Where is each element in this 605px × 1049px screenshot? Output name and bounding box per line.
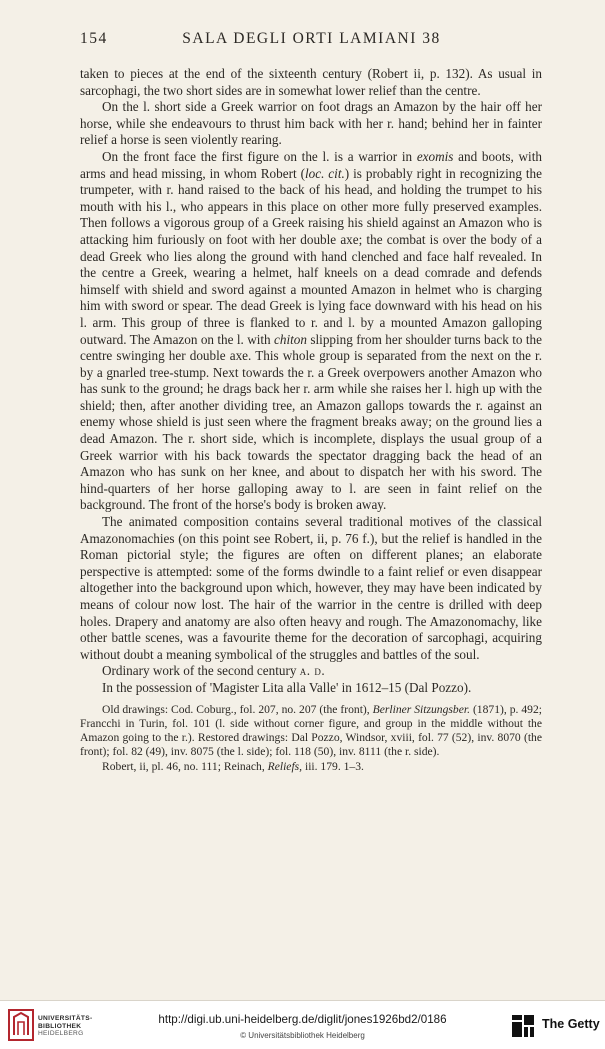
paragraph-3-text-c: ) is probably right in recognizing the trumpeter, with r. hand raised to the back of his head, and holding the trumpet to his mouth with his l., who appears in this place on other more fully preserved examples. Then follows a vigorous group of a Greek raising his shield against an Amazon who is attacking him furiously on foot with her double axe; the combat is over the body of a dead Greek who lies along the ground with hand clenched and face half revealed. In the centre a Greek, wearing a helmet, half kneels on a dead comrade and defends himself with shield and sword against a mounted Amazon in helmet who is charging him with sword or spear. The dead Greek is lying face downward with his head on his l. arm. This group of three is flanked to r. and l. by a mounted Amazon galloping outward. The Amazon on the l. with <box>80 165 542 347</box>
getty-label: The Getty <box>542 1017 600 1031</box>
getty-logo-icon <box>510 1013 536 1039</box>
paragraph-5 <box>80 663 542 680</box>
note-references-text-a: Robert, ii, pl. 46, no. 111; Reinach, <box>102 759 268 773</box>
paragraph-6: In the possession of 'Magister Lita alla Valle' in 1612–15 (Dal Pozzo). <box>102 679 472 695</box>
university-library-logo-icon <box>8 1009 34 1041</box>
term-chiton: chiton <box>274 331 307 347</box>
note-drawings-text-a: Old drawings: Cod. Coburg., fol. 207, no. 207 (the front), <box>102 702 373 716</box>
paragraph-3-text-b: and boots, with arms and head missing, in whom Robert ( <box>80 148 542 181</box>
note-references-text-b: iii. 179. 1–3. <box>302 759 364 773</box>
institution-name <box>38 1015 92 1038</box>
paragraph-3-text-a: On the front face the first figure on the l. is a warrior in <box>102 148 417 164</box>
running-title: SALA DEGLI ORTI LAMIANI 38 <box>182 30 441 47</box>
paragraph-4: The animated composition contains several traditional motives of the classical Amazonomachies (on this point see Robert, ii, p. 76 f.), but the relief is handled in the Roman pictorial style; the figures are often on different planes; an elaborate perspective is attempted: some of the forms dwindle to a faint relief or even disappear altogether into the background upon which, however, they may have been indicated by means of colour now lost. The hair of the warrior in the centre is drilled with deep holes. Drapery and anatomy are also often heavy and rough. The Amazonomachy, like other battle scenes, was a favourite theme for the decoration of sarcophagi, acquiring without doubt a meaning symbolical of the struggles and battles of the soul. <box>80 514 542 662</box>
paragraph-5-text: Ordinary work of the second century <box>102 663 300 679</box>
page-number: 154 <box>80 30 108 47</box>
term-exomis: exomis <box>416 148 454 164</box>
running-header <box>80 30 543 50</box>
note-drawings-journal: Berliner Sitzungsber. <box>372 702 470 716</box>
note-references <box>80 760 542 774</box>
paragraph-1: taken to pieces at the end of the sixteenth century (Robert ii, p. 132). As usual in sarcophagi, the two short sides are in somewhat lower relief than the centre. <box>80 66 542 98</box>
paragraph-3 <box>80 149 542 514</box>
paragraph-3-text-d: slipping from her shoulder turns back to the centre swinging her double axe. This whole group is separated from the next on the r. by a gnarled tree-stump. Next towards the r. a Greek overpowers another Amazon who has sunk to the ground; he drags back her r. arm while she raises her l. high up with the shield; then, after another dividing tree, an Amazon gallops towards the r. against an enemy whose shield is just seen where the fragment breaks away; on the ground lies a dead Amazon. The r. short side, which is incomplete, displays the usual group of a Greek warrior with his back towards the spectator dragging back the head of an Amazon who has sunk on her knee, and about to dispatch her with his sword. The hind-quarters of her horse galloping away to l. are seen in faint relief on the background. The front of the horse's body is broken away. <box>80 331 542 513</box>
copyright-notice: © Universitätsbibliothek Heidelberg <box>240 1031 365 1040</box>
institution-line-1: UNIVERSITÄTS- <box>38 1015 93 1022</box>
note-drawings <box>80 703 542 760</box>
note-drawings-text-b: (1871), p. 492; Francchi in Turin, fol. 101 (l. side without corner figure, and group in the middle without the Amazon going to the r.). Restored drawings: Dal Pozzo, Windsor, xviii, fol. 77 (52), inv. 8070 (the front); fol. 82 (49), inv. 8075 (the l. side); fol. 118 (50), inv. 8111 (the r. side). <box>80 702 542 759</box>
paragraph-2: On the l. short side a Greek warrior on foot drags an Amazon by the hair off her horse, while she endeavours to thrust him back with her r. hand; behind her in fainter relief a horse is seen violently rearing. <box>80 99 542 148</box>
permalink-url[interactable]: http://digi.ub.uni-heidelberg.de/diglit/jones1926bd2/0186 <box>158 1013 447 1026</box>
institution-line-2: BIBLIOTHEK <box>38 1022 82 1030</box>
citation-loc-cit: loc. cit. <box>304 165 345 181</box>
bibliography-notes <box>80 703 542 774</box>
institution-line-3: HEIDELBERG <box>38 1030 84 1038</box>
note-references-title: Reliefs, <box>267 759 303 773</box>
main-text <box>80 66 542 774</box>
digitization-footer <box>0 1000 605 1049</box>
era-abbrev: a. d. <box>299 663 326 679</box>
